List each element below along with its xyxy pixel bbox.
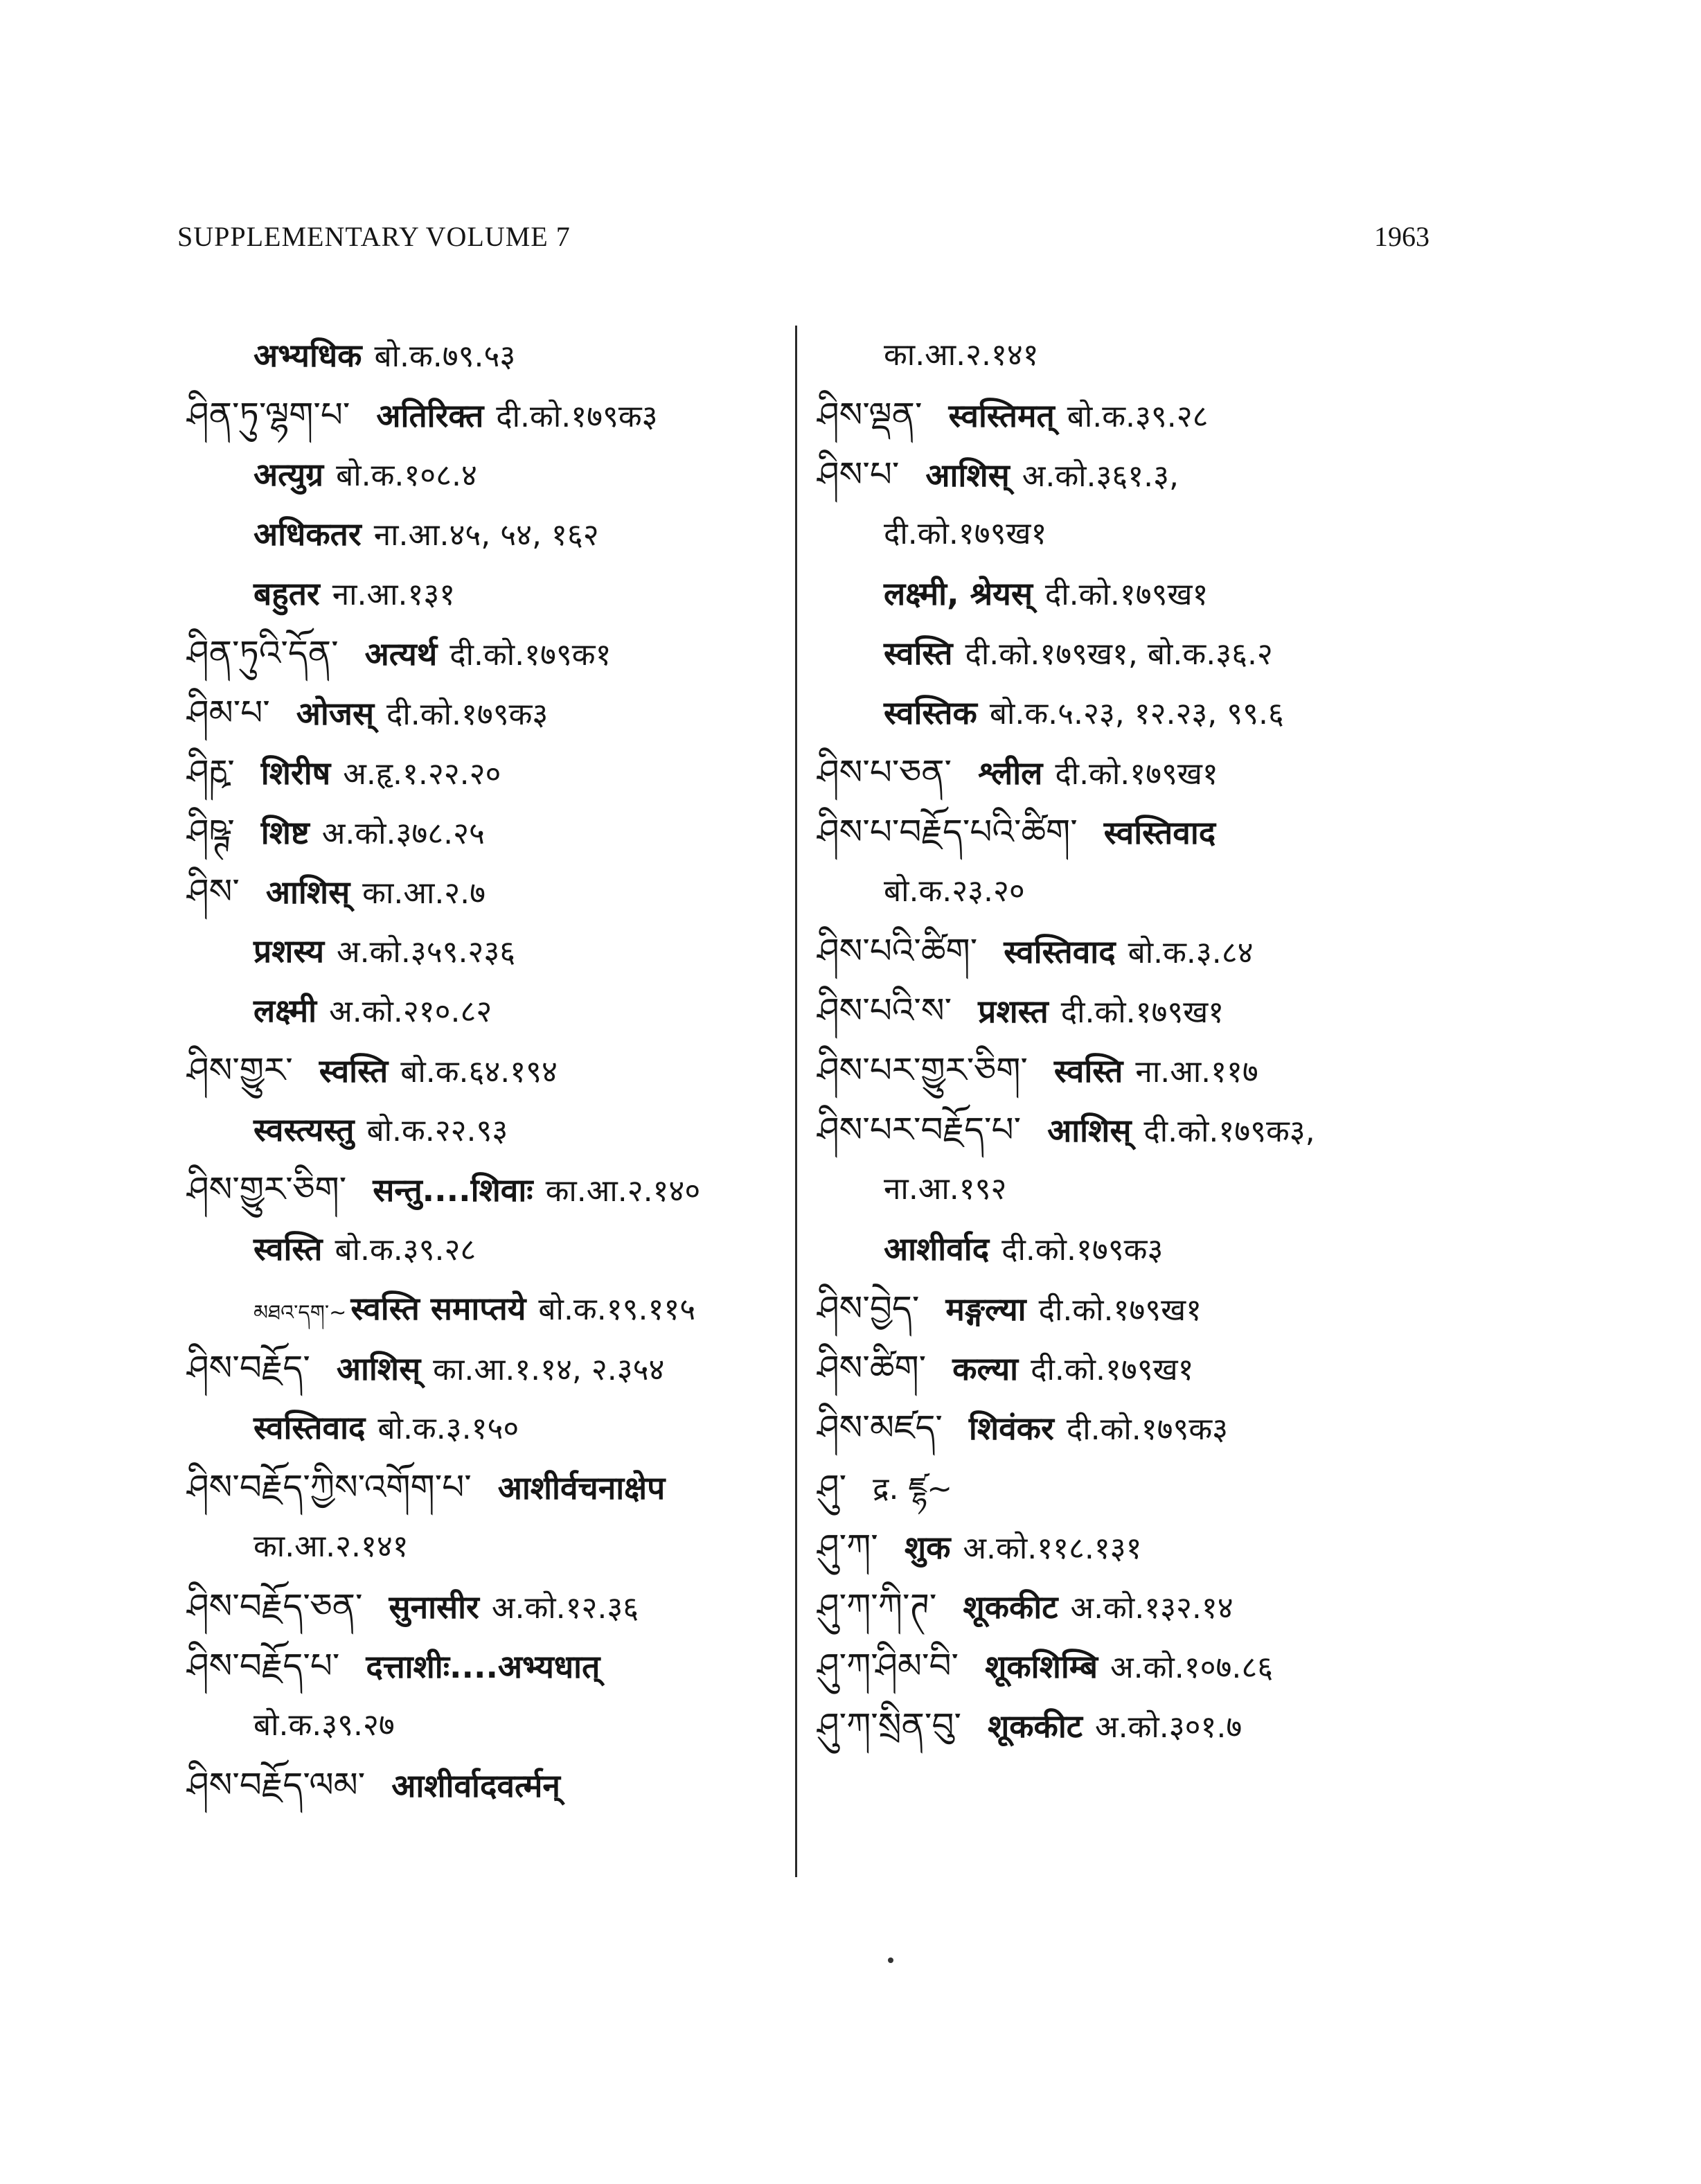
sanskrit-equivalent: सुनासीर <box>389 1588 479 1626</box>
source-reference: बो.क.५.२३, १२.२३, ९९.६ <box>989 696 1284 731</box>
source-reference: अ.को.१३२.१४ <box>1070 1590 1234 1626</box>
sanskrit-equivalent: अत्युग्र <box>253 456 324 493</box>
source-reference: का.आ.२.१४१ <box>253 1529 409 1564</box>
column-divider <box>795 326 797 1877</box>
entry-line <box>817 1696 1441 1755</box>
source-reference: अ.को.३६१.३, <box>1022 459 1179 494</box>
sanskrit-equivalent: शिरीष <box>260 754 331 792</box>
source-reference: दी.को.१७९ख१ <box>884 516 1047 551</box>
entry-line <box>817 1457 1441 1517</box>
source-reference: ना.आ.१९२ <box>884 1171 1007 1207</box>
sanskrit-equivalent: कल्या <box>952 1350 1019 1387</box>
source-reference: अ.को.३०१.७ <box>1095 1710 1243 1745</box>
source-reference: दी.को.१७९ख१, बो.क.३६.२ <box>965 637 1273 672</box>
entry-line <box>817 1636 1441 1696</box>
sanskrit-equivalent: शूककीट <box>987 1707 1083 1745</box>
sanskrit-equivalent: स्वस्तिवाद <box>1004 933 1116 970</box>
source-reference: दी.को.१७९ख१ <box>1060 995 1224 1030</box>
entry-line <box>187 1696 783 1755</box>
entry-line <box>187 1160 783 1219</box>
tibetan-headword: ཤིས་བརྗོད་པ་ <box>187 1646 340 1686</box>
entry-line <box>187 921 783 981</box>
entry-line <box>187 1517 783 1577</box>
entry-line <box>817 862 1441 921</box>
tibetan-headword: ཤིས་ལྡན་ <box>817 395 923 435</box>
page-number: 1963 <box>1374 221 1430 252</box>
tibetan-headword: ཤིས་གྱུར་ཅིག་ <box>187 1169 347 1209</box>
tibetan-headword: ཤིམ་པ་ <box>187 693 270 733</box>
source-reference: दी.को.१७९क३ <box>496 399 658 434</box>
entry-line <box>817 1398 1441 1457</box>
tibetan-headword: ཤིརྵ་ <box>187 752 235 792</box>
source-reference: बो.क.७९.५३ <box>374 339 516 374</box>
entry-line <box>187 385 783 445</box>
tibetan-headword: ཤིས་པར་བརྗོད་པ་ <box>817 1110 1022 1150</box>
entry-line <box>187 683 783 743</box>
tibetan-headword: ཤིས་ <box>187 871 240 912</box>
sanskrit-equivalent: आशिस् <box>336 1350 421 1387</box>
sanskrit-equivalent: लक्ष्मी <box>253 992 317 1029</box>
tibetan-headword: ཤིས་པར་གྱུར་ཅིག་ <box>817 1050 1028 1090</box>
left-column <box>187 326 783 1815</box>
source-reference: दी.को.१७९ख१ <box>1055 756 1218 792</box>
entry-line <box>817 1279 1441 1338</box>
entry-line <box>817 921 1441 981</box>
sanskrit-equivalent: शिष्ट <box>260 814 310 851</box>
sanskrit-equivalent: आशीर्वचनाक्षेप <box>497 1469 666 1507</box>
sanskrit-equivalent: अतिरिक्त <box>376 397 484 434</box>
source-reference: अ.को.१०७.८६ <box>1110 1650 1274 1685</box>
tibetan-headword: ཤིས་བྱེད་ <box>817 1288 920 1329</box>
sanskrit-equivalent: स्वस्ति <box>319 1052 389 1090</box>
entry-line <box>817 326 1441 385</box>
entry-line <box>817 1219 1441 1279</box>
source-reference: अ.को.३७८.२५ <box>321 816 485 851</box>
entry-line <box>187 802 783 862</box>
entry-line <box>187 1040 783 1100</box>
source-reference: द्र. ཛྷ~ <box>873 1471 953 1507</box>
tibetan-headword: ཤིས་པ་ཅན་ <box>817 752 952 792</box>
entry-line <box>817 802 1441 862</box>
entry-line <box>817 981 1441 1040</box>
entry-line <box>817 504 1441 564</box>
source-reference: दी.को.१७९क३ <box>1001 1232 1164 1268</box>
entry-line <box>187 1636 783 1696</box>
sanskrit-equivalent: आशीर्वाद <box>884 1230 990 1268</box>
tibetan-headword: ཤུ་ <box>817 1467 847 1507</box>
entry-line <box>817 1160 1441 1219</box>
entry-line <box>817 385 1441 445</box>
right-column <box>817 326 1441 1755</box>
entry-line <box>817 1517 1441 1577</box>
source-reference: दी.को.१७९ख१ <box>1038 1293 1202 1328</box>
source-reference: बो.क.६४.१९४ <box>400 1054 558 1090</box>
sanskrit-equivalent: स्वस्ति <box>884 634 953 672</box>
entry-line <box>817 623 1441 683</box>
source-reference: बो.क.३.८४ <box>1128 935 1254 970</box>
source-reference: बो.क.१९.११५ <box>538 1292 696 1327</box>
sanskrit-equivalent: स्वस्ति समाप्तये <box>350 1290 526 1327</box>
source-reference: का.आ.२.१४१ <box>884 337 1039 373</box>
tibetan-headword: ཤིཥྚ་ <box>187 812 235 852</box>
source-reference: अ.को.१२.३६ <box>491 1590 639 1626</box>
sanskrit-equivalent: स्वस्ति <box>253 1230 323 1268</box>
source-reference: का.आ.२.७ <box>362 876 486 911</box>
tibetan-headword: ཤུ་ཀ་ཤིམ་བི་ <box>817 1646 959 1686</box>
sanskrit-equivalent: शिवंकर <box>968 1410 1054 1447</box>
entry-line <box>817 445 1441 504</box>
entry-line <box>817 743 1441 802</box>
source-reference: बो.क.२२.९३ <box>366 1113 508 1148</box>
source-reference: दी.को.१७९ख१ <box>1031 1352 1194 1387</box>
sanskrit-equivalent: अधिकतर <box>253 515 362 553</box>
entry-line <box>187 1279 783 1338</box>
sanskrit-equivalent: आशिस् <box>925 456 1010 494</box>
sanskrit-equivalent: मङ्गल्या <box>945 1290 1026 1328</box>
entry-line <box>187 743 783 802</box>
source-reference: अ.हृ.१.२२.२० <box>343 756 501 792</box>
tibetan-headword: ཤིས་པ་ <box>817 454 900 495</box>
tibetan-headword: ཤིན་ཏུ་ལྷག་པ་ <box>187 395 350 435</box>
tibetan-headword: ཤུ་ཀ་ཀི་ཊ་ <box>817 1586 937 1626</box>
sanskrit-equivalent: श्लील <box>978 754 1043 792</box>
entry-line <box>817 1040 1441 1100</box>
tibetan-headword: ཤིས་བརྗོད་ལམ་ <box>187 1765 366 1805</box>
sanskrit-equivalent: लक्ष्मी, श्रेयस् <box>884 575 1033 612</box>
entry-line <box>817 564 1441 623</box>
sanskrit-equivalent: सन्तु....शिवाः <box>373 1171 533 1209</box>
entry-line <box>187 862 783 921</box>
sanskrit-equivalent: शुक <box>904 1529 951 1566</box>
source-reference: ना.आ.११७ <box>1135 1054 1258 1090</box>
entry-line <box>187 1577 783 1636</box>
sanskrit-equivalent: स्वस्तिमत् <box>948 397 1055 434</box>
sanskrit-equivalent: दत्ताशीः....अभ्यधात् <box>366 1648 600 1685</box>
source-reference: दी.को.१७९ख१ <box>1044 577 1209 612</box>
source-reference: अ.को.३५९.२३६ <box>337 934 516 970</box>
sanskrit-equivalent: अत्यर्थ <box>364 635 438 673</box>
source-reference: अ.को.२१०.८२ <box>329 994 492 1029</box>
tibetan-headword: ཤིས་གྱུར་ <box>187 1050 293 1090</box>
sanskrit-equivalent: अभ्यधिक <box>253 337 362 374</box>
sanskrit-equivalent: स्वस्तिवाद <box>1103 814 1216 851</box>
sanskrit-equivalent: शूककीट <box>963 1588 1058 1626</box>
source-reference: का.आ.१.१४, २.३५४ <box>433 1352 665 1387</box>
source-reference: बो.क.३९.२८ <box>1067 399 1209 434</box>
sanskrit-equivalent: स्वस्त्यस्तु <box>253 1111 355 1148</box>
entry-line <box>187 1219 783 1279</box>
sanskrit-equivalent: ओजस् <box>296 695 375 732</box>
tibetan-headword: ཤིས་བརྗོད་ <box>187 1348 310 1388</box>
sanskrit-equivalent: प्रशस्य <box>253 932 325 970</box>
tibetan-phrase: མཐའ་དག་~ <box>253 1301 347 1325</box>
page-header <box>177 220 1430 262</box>
source-reference: अ.को.११८.१३१ <box>963 1531 1142 1566</box>
entry-line <box>187 326 783 385</box>
entry-line <box>187 1338 783 1398</box>
entry-line <box>187 1755 783 1815</box>
tibetan-headword: ཤིས་ཚིག་ <box>817 1348 927 1388</box>
source-reference: दी.को.१७९क३, <box>1143 1114 1315 1149</box>
sanskrit-equivalent: स्वस्ति <box>1053 1052 1123 1090</box>
source-reference: ना.आ.१३१ <box>332 577 456 612</box>
source-reference: का.आ.२.१४० <box>545 1173 701 1209</box>
sanskrit-equivalent: बहुतर <box>253 575 320 612</box>
entry-line <box>817 1577 1441 1636</box>
sanskrit-equivalent: आशीर्वादवर्त्मन् <box>391 1767 560 1804</box>
source-reference: बो.क.२३.२० <box>884 873 1025 909</box>
source-reference: दी.को.१७९क३ <box>386 697 549 732</box>
source-reference: बो.क.३.१५० <box>377 1411 519 1446</box>
source-reference: दी.को.१७९क१ <box>449 637 612 673</box>
entry-line <box>187 445 783 504</box>
source-reference: बो.क.१०८.४ <box>336 458 477 493</box>
stray-dot <box>888 1957 893 1963</box>
tibetan-headword: ཤིས་པའི་ཚིག་ <box>817 931 978 971</box>
sanskrit-equivalent: प्रशस्त <box>978 993 1049 1030</box>
entry-line <box>187 564 783 623</box>
tibetan-headword: ཤིས་བརྗོད་ཀྱིས་འགོག་པ་ <box>187 1467 472 1507</box>
sanskrit-equivalent: शूकशिम्बि <box>985 1648 1098 1685</box>
tibetan-headword: ཤིས་མཛད་ <box>817 1408 943 1448</box>
sanskrit-equivalent: स्वस्तिक <box>884 694 977 731</box>
tibetan-headword: ཤིས་པ་བརྗོད་པའི་ཚིག་ <box>817 812 1078 852</box>
entry-line <box>817 683 1441 743</box>
source-reference: ना.आ.४५, ५४, १६२ <box>373 517 599 553</box>
entry-line <box>187 623 783 683</box>
sanskrit-equivalent: आशिस् <box>1047 1112 1132 1149</box>
entry-line <box>817 1100 1441 1160</box>
entry-line <box>187 1100 783 1160</box>
tibetan-headword: ཤུ་ཀ་སྲིན་བུ་ <box>817 1705 961 1746</box>
sanskrit-equivalent: स्वस्तिवाद <box>253 1409 366 1446</box>
entry-line <box>817 1338 1441 1398</box>
sanskrit-equivalent: आशिस् <box>265 873 350 911</box>
tibetan-headword: ཤིས་པའི་ས་ <box>817 991 952 1031</box>
running-head: SUPPLEMENTARY VOLUME 7 <box>177 221 571 252</box>
source-reference: बो.क.३९.२८ <box>335 1232 477 1268</box>
source-reference: दी.को.१७९क३ <box>1066 1412 1229 1447</box>
source-reference: बो.क.३९.२७ <box>253 1707 395 1743</box>
entry-line <box>187 981 783 1040</box>
tibetan-headword: ཤིན་ཏུའི་དོན་ <box>187 633 339 673</box>
tibetan-headword: ཤིས་བརྗོད་ཅན་ <box>187 1586 363 1626</box>
entry-line <box>187 504 783 564</box>
entry-line <box>187 1398 783 1457</box>
tibetan-headword: ཤུ་ཀ་ <box>817 1527 878 1567</box>
entry-line <box>187 1457 783 1517</box>
